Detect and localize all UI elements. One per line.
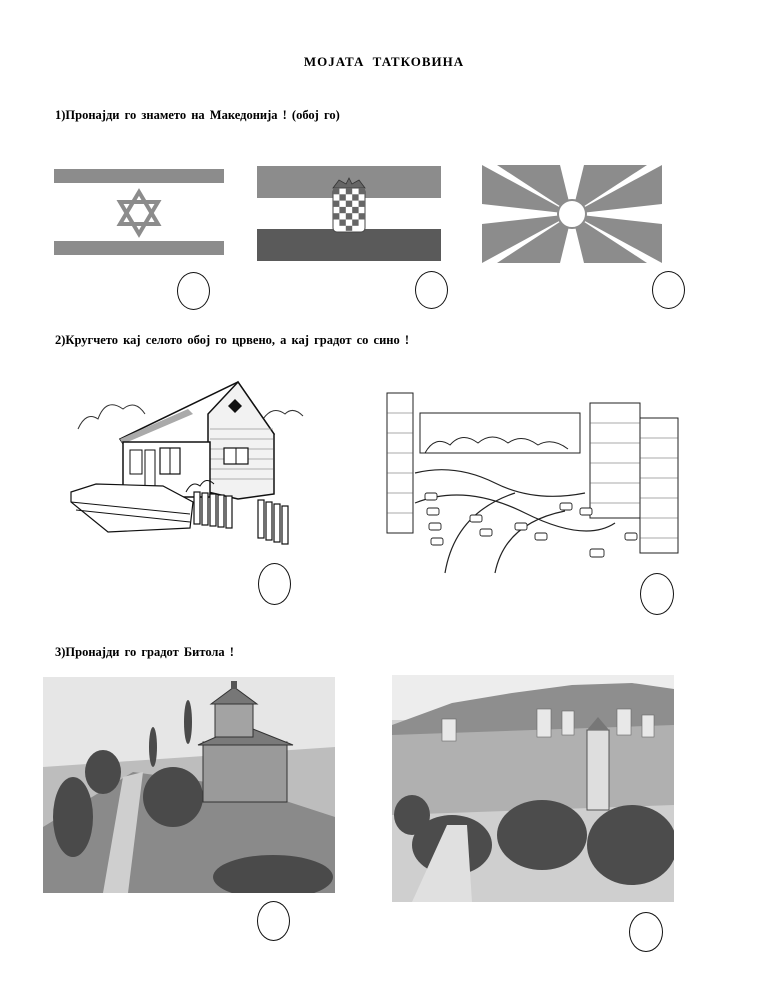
macedonia-flag[interactable] — [482, 165, 662, 263]
ohrid-church-photo[interactable] — [43, 677, 335, 893]
question-2: 2)Кругчето кај селото обој го црвено, а кај градот со сино ! — [55, 333, 410, 347]
page-title: МОЈАТА ТАТКОВИНА — [303, 54, 465, 69]
answer-circle-bitola[interactable] — [629, 912, 663, 952]
city-street-drawing[interactable] — [385, 383, 682, 575]
village-house-drawing[interactable] — [68, 374, 308, 546]
bitola-city-photo[interactable] — [392, 675, 674, 902]
israel-flag[interactable] — [54, 166, 224, 260]
answer-circle-city[interactable] — [640, 573, 674, 615]
answer-circle-village[interactable] — [258, 563, 291, 605]
answer-circle-flag-3[interactable] — [652, 271, 685, 309]
answer-circle-ohrid[interactable] — [257, 901, 290, 941]
answer-circle-flag-1[interactable] — [177, 272, 210, 310]
question-1: 1)Пронајди го знамето на Македонија ! (обој го) — [55, 108, 340, 122]
answer-circle-flag-2[interactable] — [415, 271, 448, 309]
question-3: 3)Пронајди го градот Битола ! — [55, 645, 234, 659]
croatia-flag[interactable] — [257, 166, 441, 261]
